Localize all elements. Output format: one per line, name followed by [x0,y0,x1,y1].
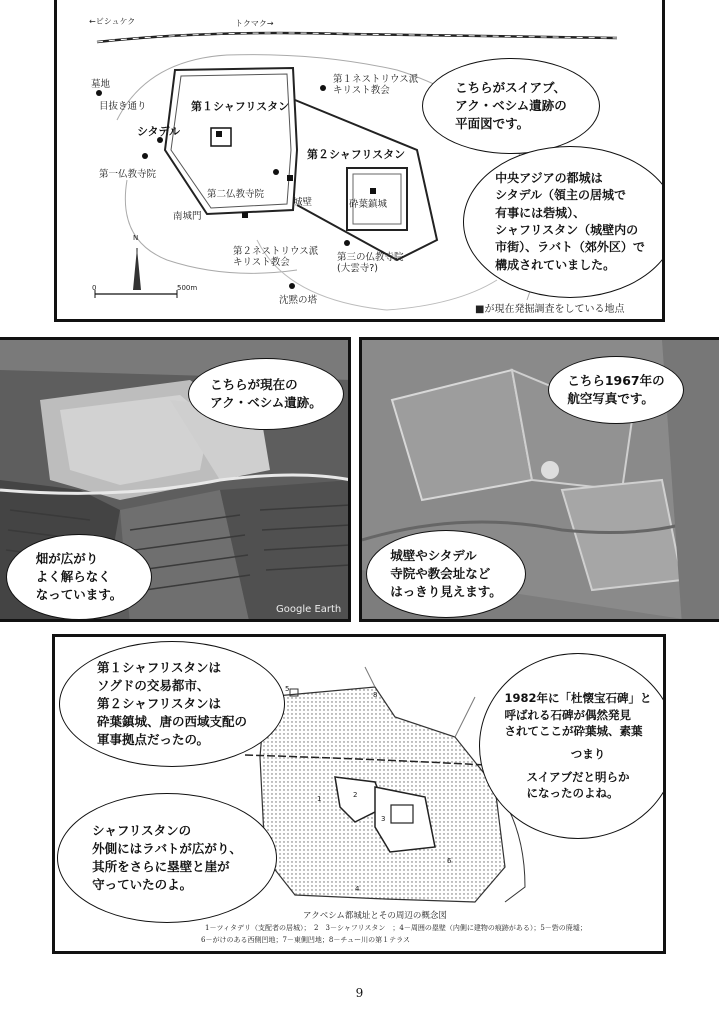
speech-bubble-plan [422,58,600,154]
label-north: N [133,234,139,242]
speech-text-rabat: シャフリスタンの 外側にはラバトが広がり、 其所をさらに塁壁と崖が 守っていたのよ。 [92,822,242,893]
label-first-nestorian: 第１ネストリウス派 キリスト教会 [333,74,419,97]
diagram-number-2: 2 [353,791,358,799]
speech-bubble-current-site [188,358,344,430]
speech-text-fields: 畑が広がり よく解らなく なっています。 [35,550,123,603]
label-tokmak: トクマク→ [235,19,274,28]
label-scale-0: 0 [92,284,97,292]
google-earth-credit: Google Earth [276,604,342,615]
label-first-shahristan: 第１シャフリスタン [191,100,290,113]
label-cemetery: 墓地 [91,79,111,90]
speech-text-city-structure: 中央アジアの都城は シタデル（領主の居城で 有事には砦城）、 シャフリスタン（城壁内の 市街）、ラバト（郊外区）で 構成されていました。 [495,170,645,272]
diagram-number-1: 1 [317,795,322,803]
label-main-street: 目抜き通り [99,101,147,112]
label-citadel: シタデル [137,125,181,138]
label-bishkek: ←ビシュケク [89,17,136,26]
label-tower-of-silence: 沈黙の塔 [279,295,318,306]
label-second-shahristan: 第２シャフリスタン [307,148,406,161]
speech-bubble-rabat [57,793,277,923]
speech-text-plan: こちらがスイアブ、 アク・ベシム遺跡の 平面図です。 [455,79,567,132]
label-scale-500: 500m [177,284,198,292]
speech-text-shahristan-roles: 第１シャフリスタンは ソグドの交易都市、 第２シャフリスタンは 砕葉鎮城、唐の西域支配の 軍事拠点だったの。 [96,659,247,748]
speech-text-current-site: こちらが現在の アク・ベシム遺跡。 [210,376,322,410]
label-second-buddhist-temple: 第二仏教寺院 [207,189,265,200]
speech-text-1967: こちら1967年の 航空写真です。 [567,372,665,406]
label-second-nestorian: 第２ネストリウス派 キリスト教会 [233,246,319,269]
speech-text-stele-2: つまり [570,747,606,761]
diagram-caption-line-2: 6－がけのある西側凹地；7－東側凹地；8－チュー川の第１テラス [201,936,410,944]
map-legend: ■が現在発掘調査をしている地点 [475,304,625,315]
panel-aerial-1967 [359,337,719,622]
speech-bubble-city-structure [463,146,665,298]
label-south-gate: 南城門 [173,211,202,222]
speech-text-stele-3: スイアブだと明らか になったのよね。 [526,769,630,801]
diagram-number-3: 3 [381,815,386,823]
label-suyab-fort: 砕葉鎮城 [349,199,388,210]
diagram-number-6: 6 [447,857,452,865]
diagram-caption-line-1: 1－ツィタデリ（支配者の居城）； 2 3－シャフリスタン ；4－周囲の塁壁（内側に建物の痕跡がある）；5－砦の廃墟； [205,924,587,932]
speech-bubble-stele [479,653,666,839]
diagram-title: アクベシム都城址とその周辺の概念図 [303,911,447,921]
speech-text-visible-features: 城壁やシタデル 寺院や教会址など はっきり見えます。 [390,547,502,600]
label-third-buddhist-temple: 第三の仏教寺院 (大雲寺?) [337,252,404,275]
panel-google-earth [0,337,351,622]
page-number: 9 [355,986,364,1000]
panel-concept-diagram [52,634,666,954]
speech-text-stele-1: 1982年に「杜懐宝石碑」と 呼ばれる石碑が偶然発見 されてここが砕葉城、素葉 [504,690,652,739]
label-first-buddhist-temple: 第一仏教寺院 [99,169,157,180]
diagram-number-4: 4 [355,885,360,893]
diagram-number-5: 5 [285,685,290,693]
speech-bubble-shahristan-roles [59,641,285,767]
speech-bubble-fields [6,534,152,620]
diagram-number-8: 8 [373,691,378,699]
speech-bubble-visible-features [366,530,526,618]
panel-map [54,0,665,322]
label-castle-wall: 城壁 [293,197,313,208]
speech-bubble-1967 [548,356,684,424]
